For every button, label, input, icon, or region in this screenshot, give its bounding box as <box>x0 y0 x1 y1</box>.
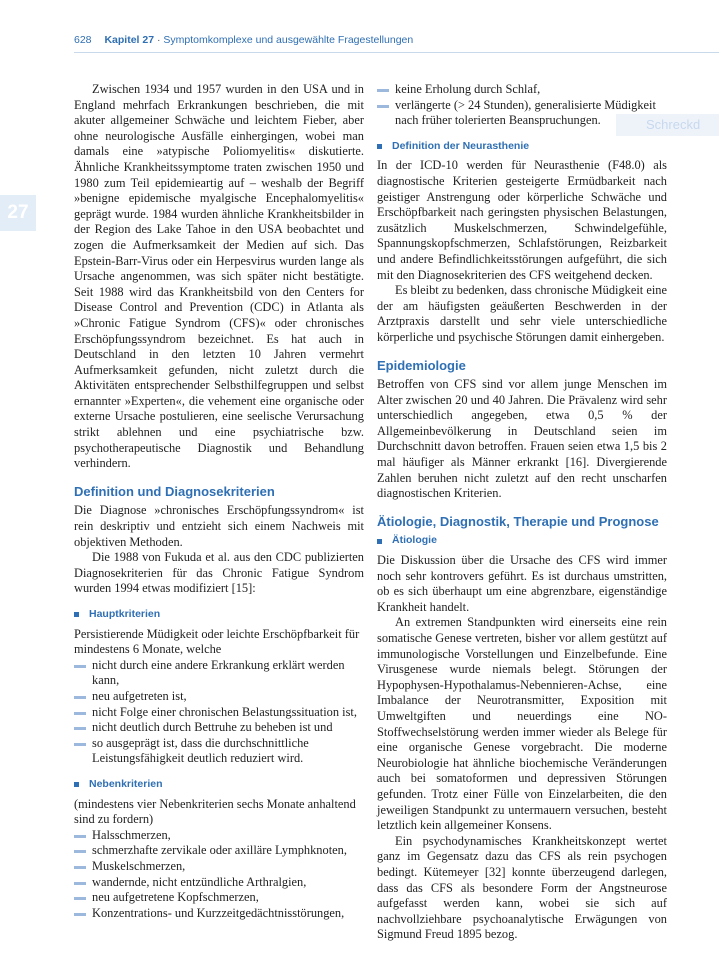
list-item: nicht deutlich durch Bettruhe zu beheben ist und <box>74 720 364 736</box>
chapter-tab: 27 <box>0 195 36 231</box>
running-header <box>74 34 413 46</box>
definition-paragraph-2: Die 1988 von Fukuda et al. aus den CDC publizierten Diagnosekriterien für das Chronic Fatigue Syndrom wurden 1994 etwas modifiziert [15]: <box>74 550 364 596</box>
bullet-square-icon <box>377 539 382 544</box>
dash-bullet-icon <box>74 882 86 885</box>
dash-bullet-icon <box>74 712 86 715</box>
list-item: Muskelschmerzen, <box>74 859 364 875</box>
dash-bullet-icon <box>74 835 86 838</box>
dash-bullet-icon <box>377 105 389 108</box>
bullet-square-icon <box>74 782 79 787</box>
bullet-square-icon <box>74 612 79 617</box>
epidemiologie-paragraph: Betroffen von CFS sind vor allem junge Menschen im Alter zwischen 20 und 40 Jahren. Die Prävalenz wird sehr unterschiedlich angegeben, etwa 0,5 % der Allgemeinbevölkerung in Deutschland seien im Durchschnitt davon betroffen. Frauen seien etwa 1,5 bis 2 mal häufiger als Männer erkrankt [16]. Divergierende Zahlen beruhen nicht zuletzt auf den recht unscharfen diagnostischen Kriterien. <box>377 377 667 501</box>
nebenkriterien-list <box>74 828 364 922</box>
header-separator: · <box>154 34 164 46</box>
list-item: so ausgeprägt ist, dass die durchschnittliche Leistungsfähigkeit deutlich reduziert wird. <box>74 736 364 767</box>
aetiologie-paragraph-2: An extremen Standpunkten wird einerseits eine rein somatische Genese vertreten, bisher vor allem gestützt auf immunologische Vorstellungen und Einzelbefunde. Eine Virusgenese wurde niemals belegt. Störungen der Hypophysen-Hypothalamus-Nebennieren-Achse, eine Imbalance der Neurotransmitter, Exposition mit Umweltgiften und neuerdings eine NO-Stoffwechselstörung werden immer wieder als Belege für eine organische Genese vorgebracht. Die moderne Neurobiologie hat ähnliche biochemische Veränderungen auch bei somatoformen und depressiven Störungen gefunden. Trotz einer Fülle von Einzelarbeiten, die den jeweiligen Standpunkt zu untermauern versuchen, besteht letztlich kein allgemeiner Konsens. <box>377 615 667 833</box>
list-item: schmerzhafte zervikale oder axilläre Lymphknoten, <box>74 843 364 859</box>
dash-bullet-icon <box>74 866 86 869</box>
list-item: wandernde, nicht entzündliche Arthralgien, <box>74 875 364 891</box>
dash-bullet-icon <box>74 850 86 853</box>
left-column <box>74 82 364 921</box>
heading-epidemiologie: Epidemiologie <box>377 357 466 373</box>
list-item: nicht durch eine andere Erkrankung erklärt werden kann, <box>74 658 364 689</box>
heading-aetiologie-section: Ätiologie, Diagnostik, Therapie und Prognose <box>377 513 659 529</box>
dash-bullet-icon <box>74 743 86 746</box>
heading-hauptkriterien <box>74 607 364 623</box>
bullet-square-icon <box>377 144 382 149</box>
hauptkriterien-intro: Persistierende Müdigkeit oder leichte Erschöpfbarkeit für mindestens 6 Monate, welche <box>74 626 360 657</box>
nebenkriterien-intro: (mindestens vier Nebenkriterien sechs Monate anhaltend sind zu fordern) <box>74 796 356 827</box>
list-item: neu aufgetretene Kopfschmerzen, <box>74 890 364 906</box>
dash-bullet-icon <box>377 89 389 92</box>
list-item: neu aufgetreten ist, <box>74 689 364 705</box>
chapter-title: Symptomkomplexe und ausgewählte Fragestellungen <box>163 34 414 46</box>
dash-bullet-icon <box>74 696 86 699</box>
chapter-label: Kapitel 27 <box>104 34 155 46</box>
hauptkriterien-list <box>74 658 364 767</box>
aetiologie-paragraph-3: Ein psychodynamisches Krankheitskonzept wertet ganz im Gegensatz dazu das CFS als rein psychogen bedingt. Kütemeyer [32] konnte überzeugend darlegen, dass das CFS als besondere Form der Angstneurose aufgefasst werden kann, wobei sie sich auf nachvollziehbare psychoanalytische Erwägungen von Sigmund Freud 1895 bezog. <box>377 833 667 942</box>
margin-note-box: Schreckd <box>616 114 719 136</box>
heading-hauptkriterien-label: Hauptkriterien <box>89 608 161 620</box>
list-item: Halsschmerzen, <box>74 828 364 844</box>
page-number: 628 <box>74 34 92 46</box>
heading-aetiologie <box>377 533 667 549</box>
list-item: Konzentrations- und Kurzzeitgedächtnisstörungen, <box>74 906 364 922</box>
heading-nebenkriterien-label: Nebenkriterien <box>89 777 163 790</box>
heading-nebenkriterien <box>74 777 364 793</box>
list-item: verlängerte (> 24 Stunden), generalisierte Müdigkeit nach früher tolerierten Beanspruchungen. <box>377 98 667 129</box>
header-rule <box>74 52 719 53</box>
neurasthenie-paragraph-2: Es bleibt zu bedenken, dass chronische Müdigkeit eine der am häufigsten geäußerten Beschwerden in der Arztpraxis darstellt und sehr viele unterschiedliche körperliche und psychische Störungen damit einhergeben. <box>377 283 667 344</box>
dash-bullet-icon <box>74 913 86 916</box>
dash-bullet-icon <box>74 727 86 730</box>
dash-bullet-icon <box>74 665 86 668</box>
heading-definition: Definition und Diagnosekriterien <box>74 483 275 499</box>
dash-bullet-icon <box>74 897 86 900</box>
list-item: nicht Folge einer chronischen Belastungssituation ist, <box>74 705 364 721</box>
list-item: keine Erholung durch Schlaf, <box>377 82 667 98</box>
intro-paragraph: Zwischen 1934 und 1957 wurden in den USA und in England mehrfach Erkrankungen beschrieben, die mit akuter allgemeiner Schwäche und leichtem Fieber, aber ohne neurologische Ausfälle einhergingen, wobei man damals eine »atypische Poliomyelitis« diskutierte. Ähnliche Krankheitssymptome traten zwischen 1950 und 1980 zum Teil epidemieartig auf – weshalb der Begriff »benigne epidemische myalgische Encephalomyelitis« geprägt wurde. 1984 wurden ähnliche Krankheitsbilder in der Region des Lake Tahoe in den USA beobachtet und zogen die Aufmerksamkeit der Medien auf sich. Das Epstein-Barr-Virus oder ein Herpesvirus wurden lange als Ursache angenommen, was sich später nicht bestätigte. Seit 1988 wird das Krankheitsbild von den Centers for Disease Control and Prevention (CDC) in Atlanta als »Chronic Fatigue Syndrom (CFS)« oder chronisches Erschöpfungssyndrom bezeichnet. Es hat auch in Deutschland in den letzten 10 Jahren vermehrt Aufmerksamkeit gefunden, nicht zuletzt durch die Aktivitäten entsprechender Selbsthilfegruppen und selbst ernannter »Experten«, die vehement eine organische oder externe Ursache postulieren, eine seelische Verursachung strikt ablehnen und eine psychiatrische bzw. psychotherapeutische Diagnostik und Behandlung verhindern. <box>74 82 364 471</box>
heading-neurasthenie <box>377 139 667 155</box>
neurasthenie-paragraph-1: In der ICD-10 werden für Neurasthenie (F48.0) als diagnostische Kriterien gesteigerte Ermüdbarkeit nach geistiger Anstrengung oder körperliche Schwäche und Erschöpfbarkeit nach geringsten physischen Belastungen, zusätzlich Muskelschmerzen, Schwindelgefühle, Spannungskopfschmerzen, Schlafstörungen, Reizbarkeit und andere Befindlichkeitsstörungen aufgeführt, die sich mit den Diagnosekriterien des CFS weitgehend decken. <box>377 158 667 282</box>
aetiologie-paragraph-1: Die Diskussion über die Ursache des CFS wird immer noch sehr kontrovers geführt. Es ist durchaus umstritten, ob es sich überhaupt um eine abgrenzbare, eigenständige Krankheit handelt. <box>377 553 667 614</box>
definition-paragraph-1: Die Diagnose »chronisches Erschöpfungssyndrom« ist rein deskriptiv und entzieht sich einem Nachweis mit objektiven Methoden. <box>74 503 364 549</box>
right-column <box>377 82 667 943</box>
nebenkriterien-list-continued <box>377 82 667 129</box>
heading-aetiologie-label: Ätiologie <box>392 534 437 547</box>
heading-neurasthenie-label: Definition der Neurasthenie <box>392 139 530 152</box>
